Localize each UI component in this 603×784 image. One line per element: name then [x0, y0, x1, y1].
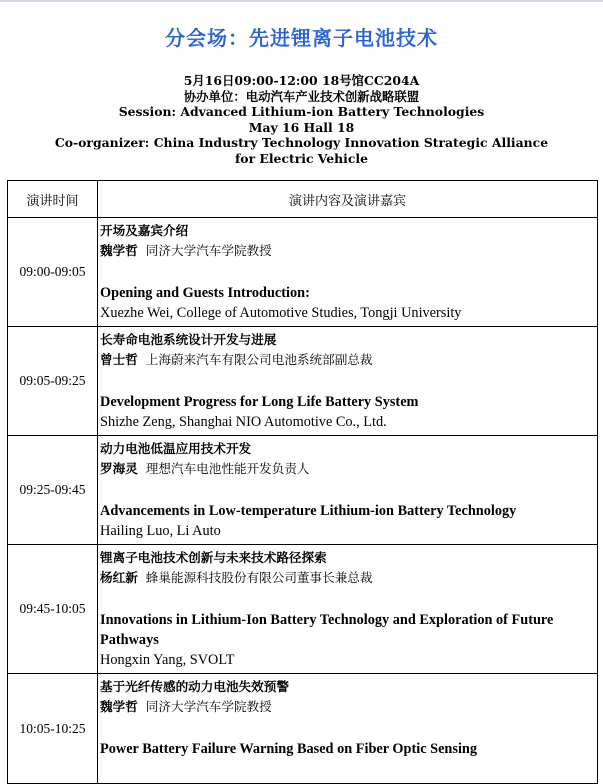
speaker-name-zh: 魏学哲: [100, 699, 138, 714]
speaker-affil-zh: 上海蔚来汽车有限公司电池系统部副总裁: [145, 352, 373, 367]
row-time: 09:05-09:25: [8, 327, 98, 436]
co-organizer-en-line2: for Electric Vehicle: [234, 150, 369, 166]
speaker-zh: [100, 459, 597, 479]
row-content: [98, 545, 598, 674]
speaker-en: Shizhe Zeng, Shanghai NIO Automotive Co., Ltd.: [100, 414, 387, 430]
row-time: 09:00-09:05: [8, 218, 98, 327]
session-meta: [0, 73, 603, 167]
row-content: [98, 327, 598, 436]
table-header-row: [8, 181, 598, 218]
table-row: [8, 674, 598, 784]
agenda-table: [7, 180, 598, 784]
co-organizer-en-line1: Co-organizer: China Industry Technology Innovation Strategic Alliance: [54, 135, 549, 151]
page-title: 分会场：先进锂离子电池技术: [165, 26, 438, 50]
talk-title-zh: 动力电池低温应用技术开发: [100, 441, 252, 456]
row-content: [98, 218, 598, 327]
speaker-en: Hongxin Yang, SVOLT: [100, 652, 235, 668]
table-row: [8, 218, 598, 327]
talk-title-zh: 基于光纤传感的动力电池失效预警: [100, 679, 289, 694]
speaker-affil-zh: 理想汽车电池性能开发负责人: [145, 461, 310, 476]
speaker-en: Xuezhe Wei, College of Automotive Studies, Tongji University: [100, 305, 462, 321]
talk-title-en: Innovations in Lithium-Ion Battery Technology and Exploration of Future Pathways: [100, 612, 554, 648]
speaker-name-zh: 魏学哲: [100, 243, 138, 258]
talk-title-en: Development Progress for Long Life Battery System: [100, 394, 419, 410]
session-en: Session: Advanced Lithium-ion Battery Technologies: [118, 104, 485, 120]
row-content: [98, 436, 598, 545]
speaker-zh: [100, 241, 597, 261]
speaker-name-zh: 罗海灵: [100, 461, 138, 476]
date-venue-zh: 5月16日09:00-12:00 18号馆CC204A: [183, 73, 420, 88]
talk-title-zh: 锂离子电池技术创新与未来技术路径探索: [100, 550, 327, 565]
header-content: 演讲内容及演讲嘉宾: [98, 181, 598, 218]
speaker-zh: [100, 697, 597, 717]
speaker-en: Hailing Luo, Li Auto: [100, 523, 221, 539]
row-time: 10:05-10:25: [8, 674, 98, 784]
row-time: 09:45-10:05: [8, 545, 98, 674]
speaker-zh: [100, 350, 597, 370]
talk-title-en: Opening and Guests Introduction:: [100, 285, 310, 301]
speaker-name-zh: 杨红新: [100, 570, 138, 585]
talk-title-zh: 开场及嘉宾介绍: [100, 223, 189, 238]
speaker-zh: [100, 568, 597, 588]
talk-title-en: Advancements in Low-temperature Lithium-ion Battery Technology: [100, 503, 517, 519]
row-content: [98, 674, 598, 784]
date-venue-en: May 16 Hall 18: [248, 119, 355, 135]
co-organizer-zh: 协办单位：电动汽车产业技术创新战略联盟: [183, 88, 420, 104]
header-time: 演讲时间: [8, 181, 98, 218]
speaker-affil-zh: 蜂巢能源科技股份有限公司董事长兼总裁: [145, 570, 373, 585]
table-row: [8, 327, 598, 436]
talk-title-zh: 长寿命电池系统设计开发与进展: [100, 332, 277, 347]
speaker-affil-zh: 同济大学汽车学院教授: [145, 699, 272, 714]
table-row: [8, 545, 598, 674]
top-divider: [0, 0, 603, 2]
talk-title-en: Power Battery Failure Warning Based on Fiber Optic Sensing: [100, 741, 478, 757]
speaker-affil-zh: 同济大学汽车学院教授: [145, 243, 272, 258]
table-row: [8, 436, 598, 545]
row-time: 09:25-09:45: [8, 436, 98, 545]
speaker-name-zh: 曾士哲: [100, 352, 138, 367]
